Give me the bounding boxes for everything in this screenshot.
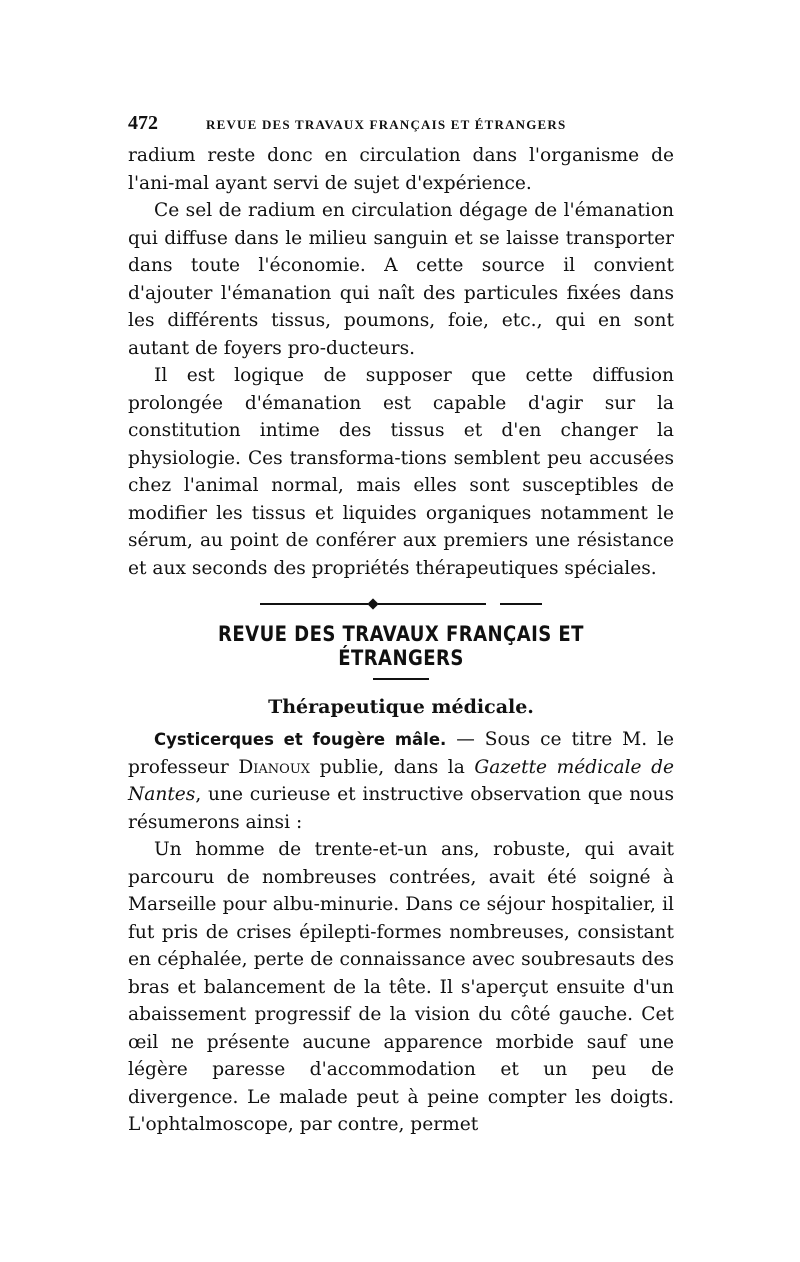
page: [128, 112, 674, 1139]
article-intro-text-a: — Sous ce titre M. le professeur: [128, 729, 674, 778]
page-number: 472: [128, 112, 158, 134]
body-paragraph-3: Il est logique de supposer que cette diffusion prolongée d'émanation est capable d'agir sur la constitution intime des tissus et d'en changer la physiologie. Ces transforma-tions semblent peu accusées chez l'animal normal, mais elles sont susceptibles de modifier les tissus et liquides organiques notamment le sérum, au point de conférer aux premiers une résistance et aux seconds des propriétés thérapeutiques spéciales.: [128, 365, 674, 579]
article-paragraph-2: Un homme de trente-et-un ans, robuste, qui avait parcouru de nombreuses contrées, avait été soigné à Marseille pour albu-minurie. Dans ce séjour hospitalier, il fut pris de crises épilepti-formes nombreuses, consistant en céphalée, perte de connaissance avec soubresauts des bras et balancement de la tête. Il s'aperçut ensuite d'un abaissement progressif de la vision du côté gauche. Cet œil ne présente aucune apparence morbide sauf une légère paresse d'accommodation et un peu de divergence. Le malade peut à peine compter les doigts. L'ophtalmoscope, par contre, permet: [128, 839, 674, 1135]
running-head: [128, 112, 674, 142]
diamond-icon: [367, 598, 378, 609]
divider-rule-right: [378, 603, 486, 605]
subsection-title: Thérapeutique médicale.: [268, 696, 534, 718]
article-author: Dianoux: [238, 756, 311, 778]
article-intro-paragraph: [128, 726, 674, 836]
divider-rule-short: [500, 603, 542, 605]
ornamental-divider: [128, 596, 674, 612]
article-intro-text-c: , une curieuse et instructive observation que nous résumerons ainsi :: [128, 784, 674, 833]
article-title: Cysticerques et fougère mâle.: [154, 730, 447, 749]
body-paragraph-1: radium reste donc en circulation dans l'organisme de l'ani-mal ayant servi de sujet d'expérience.: [128, 145, 674, 194]
article-journal: Gazette médicale de Nantes: [128, 756, 674, 805]
running-title: REVUE DES TRAVAUX FRANÇAIS ET ÉTRANGERS: [206, 117, 567, 132]
body-paragraph-2: Ce sel de radium en circulation dégage de l'émanation qui diffuse dans le milieu sanguin et se laisse transporter dans toute l'économie. A cette source il convient d'ajouter l'émanation qui naît des particules fixées dans les différents tissus, poumons, foie, etc., qui en sont autant de foyers pro-ducteurs.: [128, 200, 674, 359]
section-title: REVUE DES TRAVAUX FRANÇAIS ET ÉTRANGERS: [218, 622, 584, 670]
divider-rule-left: [260, 603, 368, 605]
section-rule: [373, 678, 429, 680]
article-intro-text-b: publie, dans la: [310, 756, 475, 778]
